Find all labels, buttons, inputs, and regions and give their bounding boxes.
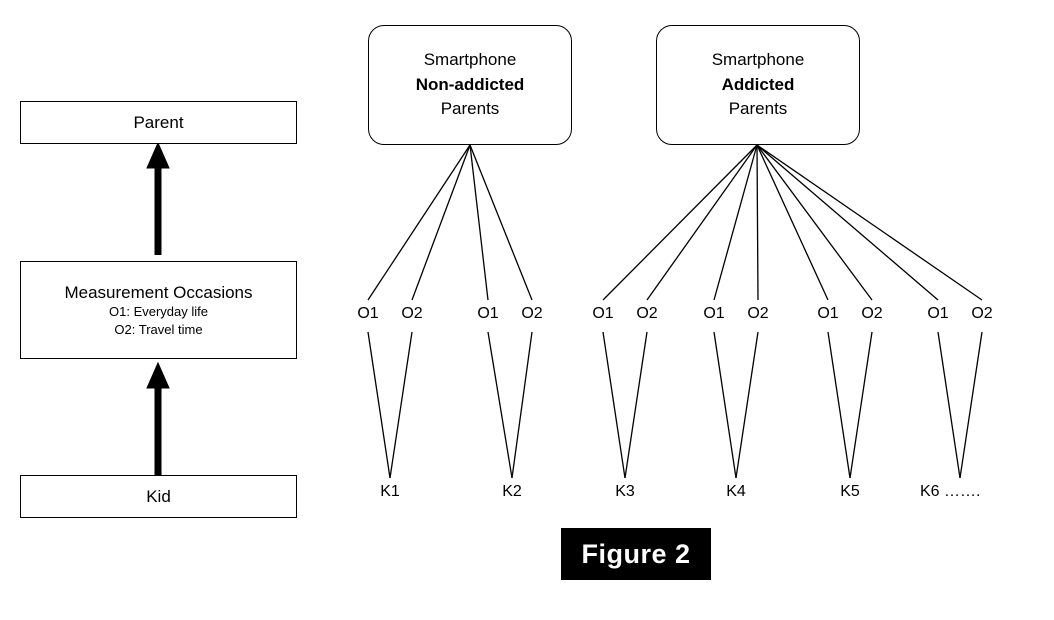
legend-kid-label: Kid	[146, 486, 171, 506]
legend-kid-box	[20, 475, 297, 518]
legend-measurement-line2: O2: Travel time	[114, 321, 203, 337]
kid-label: K4	[726, 483, 746, 500]
occasion-label: O1	[592, 305, 614, 322]
legend-measurement-line1: O1: Everyday life	[109, 304, 208, 320]
legend-parent-label: Parent	[133, 112, 184, 132]
occasion-label: O2	[401, 305, 423, 322]
occasion-label: O1	[357, 305, 379, 322]
figure-caption	[561, 528, 711, 580]
kid-label: K6 …….	[920, 483, 981, 500]
figure-caption-text: Figure 2	[581, 538, 691, 569]
legend-measurement-box	[20, 261, 297, 359]
group-non-addicted-line2: Non-addicted	[415, 74, 525, 94]
group-non-addicted-box	[368, 25, 572, 145]
occasion-label: O1	[927, 305, 949, 322]
occasion-label: O1	[817, 305, 839, 322]
occasion-label: O2	[747, 305, 769, 322]
kid-label: K5	[840, 483, 860, 500]
occasion-label: O1	[477, 305, 499, 322]
occasion-label: O2	[521, 305, 543, 322]
kid-label: K2	[502, 483, 522, 500]
occasion-label: O2	[971, 305, 993, 322]
group-non-addicted-line3: Parents	[440, 99, 500, 119]
kid-label: K1	[380, 483, 400, 500]
legend-measurement-label: Measurement Occasions	[64, 282, 253, 302]
kid-label: K3	[615, 483, 635, 500]
occasion-label: O2	[861, 305, 883, 322]
occasion-label: O2	[636, 305, 658, 322]
occasion-label: O1	[703, 305, 725, 322]
group-addicted-box	[656, 25, 860, 145]
group-addicted-line2: Addicted	[721, 74, 795, 94]
legend-parent-box	[20, 101, 297, 144]
group-addicted-line3: Parents	[728, 99, 788, 119]
group-addicted-line1: Smartphone	[711, 50, 805, 70]
group-non-addicted-line1: Smartphone	[423, 50, 517, 70]
